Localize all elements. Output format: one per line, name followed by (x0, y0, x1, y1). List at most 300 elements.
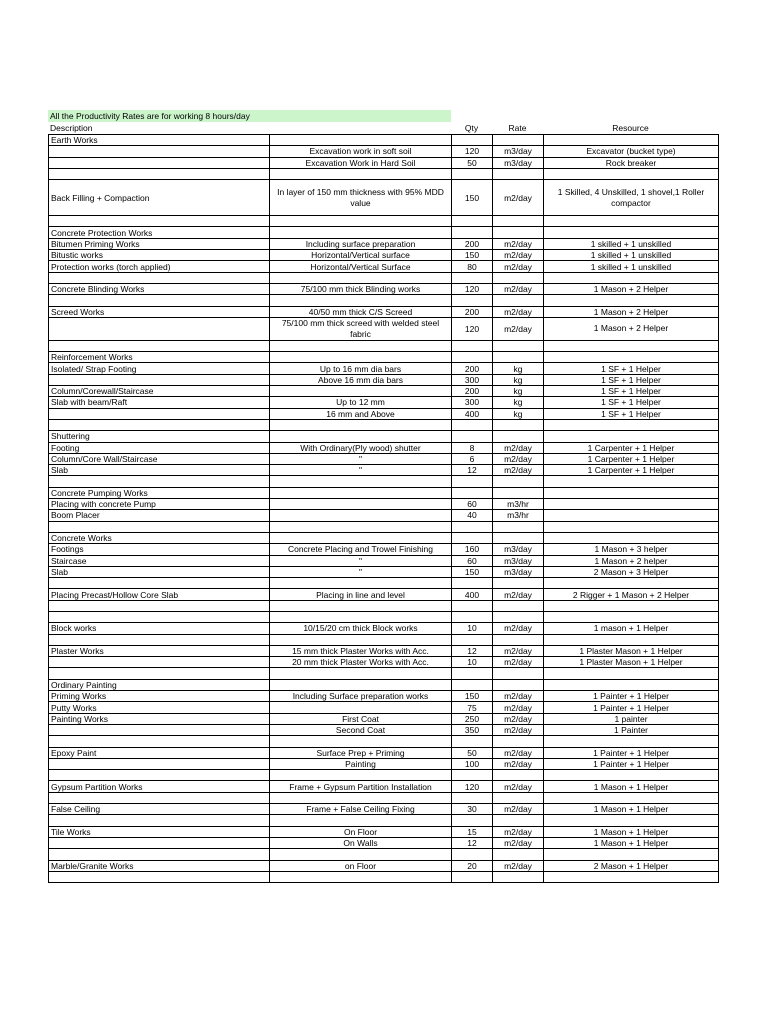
row-specification (270, 871, 452, 882)
row-qty: 8 (452, 442, 493, 453)
row-specification: 16 mm and Above (270, 408, 452, 419)
row-resource (544, 668, 719, 679)
table-row (49, 238, 719, 249)
row-resource (544, 792, 719, 803)
table-row (49, 397, 719, 408)
row-resource: 1 SF + 1 Helper (544, 386, 719, 397)
row-description: Concrete Pumping Works (49, 487, 270, 498)
row-specification (270, 521, 452, 532)
row-description: Column/Corewall/Staircase (49, 386, 270, 397)
sheet-banner: All the Productivity Rates are for working 8 hours/day (48, 110, 451, 122)
row-specification: " (270, 453, 452, 464)
row-description (49, 408, 270, 419)
row-resource: 2 Mason + 1 Helper (544, 860, 719, 871)
table-row (49, 837, 719, 848)
row-specification: Painting (270, 758, 452, 769)
row-rate: m3/day (493, 544, 544, 555)
row-specification (270, 634, 452, 645)
row-specification: 75/100 mm thick Blinding works (270, 283, 452, 294)
table-row (49, 736, 719, 747)
row-qty: 40 (452, 510, 493, 521)
row-resource (544, 521, 719, 532)
row-specification (270, 499, 452, 510)
row-qty (452, 668, 493, 679)
row-rate: m2/day (493, 306, 544, 317)
row-rate: m3/day (493, 555, 544, 566)
row-description: Reinforcement Works (49, 352, 270, 363)
row-rate: m3/hr (493, 510, 544, 521)
row-resource: 1 Plaster Mason + 1 Helper (544, 645, 719, 656)
row-resource: Rock breaker (544, 157, 719, 168)
row-specification (270, 792, 452, 803)
table-row (49, 532, 719, 543)
row-rate (493, 419, 544, 430)
row-rate: m2/day (493, 623, 544, 634)
row-resource: 1 SF + 1 Helper (544, 363, 719, 374)
row-description: Concrete Blinding Works (49, 283, 270, 294)
row-description: Staircase (49, 555, 270, 566)
row-resource: 2 Mason + 3 Helper (544, 566, 719, 577)
row-description (49, 374, 270, 385)
table-row (49, 306, 719, 317)
row-specification (270, 770, 452, 781)
row-rate (493, 352, 544, 363)
table-row (49, 216, 719, 227)
row-specification (270, 227, 452, 238)
row-description: Screed Works (49, 306, 270, 317)
row-rate: m3/day (493, 566, 544, 577)
row-description (49, 216, 270, 227)
row-specification (270, 476, 452, 487)
row-rate: kg (493, 408, 544, 419)
row-rate: m2/day (493, 589, 544, 600)
row-qty: 400 (452, 589, 493, 600)
row-qty (452, 849, 493, 860)
row-rate: m3/day (493, 157, 544, 168)
row-qty (452, 521, 493, 532)
header-resource: Resource (612, 123, 649, 133)
row-qty: 50 (452, 157, 493, 168)
row-description (49, 578, 270, 589)
row-description (49, 792, 270, 803)
row-specification: Including Surface preparation works (270, 691, 452, 702)
row-qty: 120 (452, 146, 493, 157)
row-rate (493, 340, 544, 351)
row-description: Placing with concrete Pump (49, 499, 270, 510)
row-specification (270, 295, 452, 306)
row-resource: 1 Mason + 2 Helper (544, 317, 719, 340)
row-description: Protection works (torch applied) (49, 261, 270, 272)
row-rate: m2/day (493, 453, 544, 464)
table-row (49, 623, 719, 634)
row-resource (544, 634, 719, 645)
table-row (49, 157, 719, 168)
table-row (49, 724, 719, 735)
header-spec-blank (269, 122, 451, 134)
row-specification (270, 272, 452, 283)
row-qty: 160 (452, 544, 493, 555)
row-resource: 1 Mason + 2 Helper (544, 306, 719, 317)
table-row (49, 408, 719, 419)
table-row (49, 589, 719, 600)
row-specification: 15 mm thick Plaster Works with Acc. (270, 645, 452, 656)
row-resource: 1 Carpenter + 1 Helper (544, 453, 719, 464)
row-description: Painting Works (49, 713, 270, 724)
row-qty: 120 (452, 283, 493, 294)
row-rate (493, 532, 544, 543)
row-qty (452, 168, 493, 179)
table-row (49, 578, 719, 589)
table-row (49, 600, 719, 611)
row-specification (270, 431, 452, 442)
row-specification (270, 702, 452, 713)
row-resource: 1 Painter + 1 Helper (544, 702, 719, 713)
row-specification: Including surface preparation (270, 238, 452, 249)
row-rate (493, 431, 544, 442)
table-row (49, 544, 719, 555)
header-qty: Qty (464, 123, 479, 133)
row-specification (270, 487, 452, 498)
row-resource: 1 Skilled, 4 Unskilled, 1 shovel,1 Roller compactor (544, 180, 719, 216)
row-rate: m3/day (493, 146, 544, 157)
table-row (49, 168, 719, 179)
row-description (49, 724, 270, 735)
row-rate (493, 871, 544, 882)
row-rate (493, 487, 544, 498)
row-rate: m2/day (493, 250, 544, 261)
row-qty: 300 (452, 397, 493, 408)
row-rate (493, 849, 544, 860)
row-description: Slab with beam/Raft (49, 397, 270, 408)
row-qty (452, 352, 493, 363)
table-row (49, 476, 719, 487)
row-qty (452, 419, 493, 430)
table-row (49, 826, 719, 837)
row-specification: Excavation work in soft soil (270, 146, 452, 157)
row-resource: 1 Mason + 3 helper (544, 544, 719, 555)
row-qty (452, 578, 493, 589)
row-resource (544, 340, 719, 351)
row-qty (452, 295, 493, 306)
row-qty: 200 (452, 306, 493, 317)
row-specification: Frame + False Ceiling Fixing (270, 804, 452, 815)
row-resource (544, 611, 719, 622)
row-description (49, 476, 270, 487)
table-row (49, 261, 719, 272)
row-specification (270, 736, 452, 747)
row-specification: " (270, 555, 452, 566)
table-row (49, 815, 719, 826)
row-description (49, 272, 270, 283)
table-row (49, 679, 719, 690)
row-qty (452, 770, 493, 781)
table-row (49, 792, 719, 803)
row-resource (544, 679, 719, 690)
row-qty: 200 (452, 238, 493, 249)
row-specification: 10/15/20 cm thick Block works (270, 623, 452, 634)
row-rate: m2/day (493, 781, 544, 792)
row-resource: Excavator (bucket type) (544, 146, 719, 157)
row-resource: 1 Painter + 1 Helper (544, 691, 719, 702)
row-resource: 1 skilled + 1 unskilled (544, 261, 719, 272)
row-rate (493, 736, 544, 747)
table-row (49, 747, 719, 758)
row-description (49, 849, 270, 860)
row-resource: 1 Mason + 1 Helper (544, 804, 719, 815)
row-rate (493, 295, 544, 306)
row-specification: 40/50 mm thick C/S Screed (270, 306, 452, 317)
row-rate (493, 135, 544, 146)
row-resource: 1 skilled + 1 unskilled (544, 250, 719, 261)
row-resource: 1 SF + 1 Helper (544, 397, 719, 408)
table-row (49, 521, 719, 532)
row-resource: 1 Painter + 1 Helper (544, 747, 719, 758)
row-resource (544, 510, 719, 521)
table-row (49, 352, 719, 363)
row-description: Ordinary Painting (49, 679, 270, 690)
table-row (49, 770, 719, 781)
row-specification (270, 216, 452, 227)
row-rate (493, 634, 544, 645)
row-qty (452, 532, 493, 543)
row-resource (544, 135, 719, 146)
row-specification: Placing in line and level (270, 589, 452, 600)
row-qty: 12 (452, 465, 493, 476)
row-resource (544, 770, 719, 781)
row-qty: 12 (452, 837, 493, 848)
row-rate: m2/day (493, 317, 544, 340)
row-qty: 6 (452, 453, 493, 464)
row-qty: 120 (452, 317, 493, 340)
row-qty: 20 (452, 860, 493, 871)
row-rate: m2/day (493, 724, 544, 735)
row-resource: 1 SF + 1 Helper (544, 408, 719, 419)
row-description (49, 611, 270, 622)
row-qty (452, 487, 493, 498)
row-specification (270, 340, 452, 351)
table-row (49, 272, 719, 283)
table-row (49, 611, 719, 622)
row-resource (544, 578, 719, 589)
row-rate: m2/day (493, 804, 544, 815)
row-specification: Second Coat (270, 724, 452, 735)
row-qty: 250 (452, 713, 493, 724)
row-description (49, 295, 270, 306)
row-resource (544, 419, 719, 430)
row-description (49, 340, 270, 351)
row-description (49, 600, 270, 611)
table-row (49, 566, 719, 577)
row-rate (493, 227, 544, 238)
row-description (49, 871, 270, 882)
row-qty: 30 (452, 804, 493, 815)
row-rate: kg (493, 363, 544, 374)
header-description: Description (50, 123, 93, 133)
row-qty (452, 340, 493, 351)
row-specification: Concrete Placing and Trowel Finishing (270, 544, 452, 555)
row-description: Back Filling + Compaction (49, 180, 270, 216)
table-row (49, 555, 719, 566)
row-qty: 10 (452, 657, 493, 668)
row-description: Footings (49, 544, 270, 555)
table-row (49, 510, 719, 521)
row-resource: 1 Mason + 1 Helper (544, 837, 719, 848)
row-resource: 1 mason + 1 Helper (544, 623, 719, 634)
row-description (49, 419, 270, 430)
row-specification: Above 16 mm dia bars (270, 374, 452, 385)
table-row (49, 442, 719, 453)
row-specification (270, 668, 452, 679)
productivity-sheet (48, 110, 718, 883)
table-row (49, 374, 719, 385)
table-row (49, 781, 719, 792)
row-qty: 200 (452, 363, 493, 374)
row-rate (493, 679, 544, 690)
row-rate: m2/day (493, 758, 544, 769)
row-qty (452, 736, 493, 747)
row-specification: On Floor (270, 826, 452, 837)
row-specification: Up to 16 mm dia bars (270, 363, 452, 374)
row-description: Bitumen Priming Works (49, 238, 270, 249)
row-description: Priming Works (49, 691, 270, 702)
row-description: Footing (49, 442, 270, 453)
table-row (49, 295, 719, 306)
row-qty (452, 634, 493, 645)
row-resource: 1 Painter (544, 724, 719, 735)
row-rate (493, 168, 544, 179)
row-qty: 400 (452, 408, 493, 419)
row-rate: m2/day (493, 238, 544, 249)
row-resource: 1 painter (544, 713, 719, 724)
row-description (49, 521, 270, 532)
row-rate: m2/day (493, 837, 544, 848)
row-description: Earth Works (49, 135, 270, 146)
row-specification (270, 578, 452, 589)
row-resource (544, 736, 719, 747)
row-rate: m2/day (493, 713, 544, 724)
row-qty: 60 (452, 499, 493, 510)
table-row (49, 645, 719, 656)
row-qty: 15 (452, 826, 493, 837)
table-row (49, 860, 719, 871)
row-specification (270, 815, 452, 826)
row-resource (544, 216, 719, 227)
row-specification (270, 386, 452, 397)
row-qty: 100 (452, 758, 493, 769)
table-row (49, 386, 719, 397)
row-description: Plaster Works (49, 645, 270, 656)
row-resource: 1 Carpenter + 1 Helper (544, 442, 719, 453)
row-qty (452, 135, 493, 146)
row-resource: 2 Rigger + 1 Mason + 2 Helper (544, 589, 719, 600)
row-resource: 1 Carpenter + 1 Helper (544, 465, 719, 476)
row-resource (544, 295, 719, 306)
table-row (49, 227, 719, 238)
row-specification: 75/100 mm thick screed with welded steel fabric (270, 317, 452, 340)
row-qty (452, 611, 493, 622)
table-row (49, 283, 719, 294)
row-specification (270, 168, 452, 179)
row-rate: m2/day (493, 657, 544, 668)
row-qty (452, 431, 493, 442)
row-specification: Frame + Gypsum Partition Installation (270, 781, 452, 792)
row-description: Concrete Protection Works (49, 227, 270, 238)
row-rate (493, 521, 544, 532)
row-resource (544, 499, 719, 510)
row-specification: Horizontal/Vertical surface (270, 250, 452, 261)
row-description: Slab (49, 465, 270, 476)
row-rate (493, 792, 544, 803)
row-resource: 1 Mason + 2 Helper (544, 283, 719, 294)
row-rate (493, 216, 544, 227)
row-qty: 300 (452, 374, 493, 385)
row-specification: Surface Prep + Priming (270, 747, 452, 758)
row-description: Placing Precast/Hollow Core Slab (49, 589, 270, 600)
table-row (49, 713, 719, 724)
row-rate (493, 770, 544, 781)
row-description: Putty Works (49, 702, 270, 713)
row-resource (544, 487, 719, 498)
table-row (49, 419, 719, 430)
row-resource (544, 352, 719, 363)
row-specification: " (270, 566, 452, 577)
row-rate (493, 476, 544, 487)
table-row (49, 431, 719, 442)
row-qty: 120 (452, 781, 493, 792)
row-specification: On Walls (270, 837, 452, 848)
row-qty: 10 (452, 623, 493, 634)
row-description (49, 668, 270, 679)
table-row (49, 634, 719, 645)
row-resource: 1 Mason + 2 helper (544, 555, 719, 566)
row-specification (270, 600, 452, 611)
header-rate: Rate (508, 123, 527, 133)
row-qty (452, 792, 493, 803)
row-description (49, 168, 270, 179)
row-description: Bitustic works (49, 250, 270, 261)
row-specification (270, 679, 452, 690)
row-qty: 150 (452, 566, 493, 577)
row-rate (493, 611, 544, 622)
row-rate (493, 578, 544, 589)
row-resource: 1 Painter + 1 Helper (544, 758, 719, 769)
row-description: Concrete Works (49, 532, 270, 543)
row-rate: m2/day (493, 442, 544, 453)
row-qty (452, 679, 493, 690)
row-rate: m2/day (493, 702, 544, 713)
row-resource (544, 532, 719, 543)
row-specification (270, 419, 452, 430)
row-qty: 150 (452, 250, 493, 261)
table-row (49, 453, 719, 464)
row-description (49, 317, 270, 340)
table-row (49, 317, 719, 340)
row-qty: 50 (452, 747, 493, 758)
row-description (49, 770, 270, 781)
table-row (49, 250, 719, 261)
row-specification (270, 510, 452, 521)
row-specification (270, 135, 452, 146)
table-row (49, 657, 719, 668)
row-description (49, 758, 270, 769)
row-rate: m2/day (493, 180, 544, 216)
row-rate: kg (493, 386, 544, 397)
row-description: False Ceiling (49, 804, 270, 815)
row-rate: m2/day (493, 465, 544, 476)
row-rate: m2/day (493, 261, 544, 272)
row-qty: 60 (452, 555, 493, 566)
row-resource (544, 168, 719, 179)
